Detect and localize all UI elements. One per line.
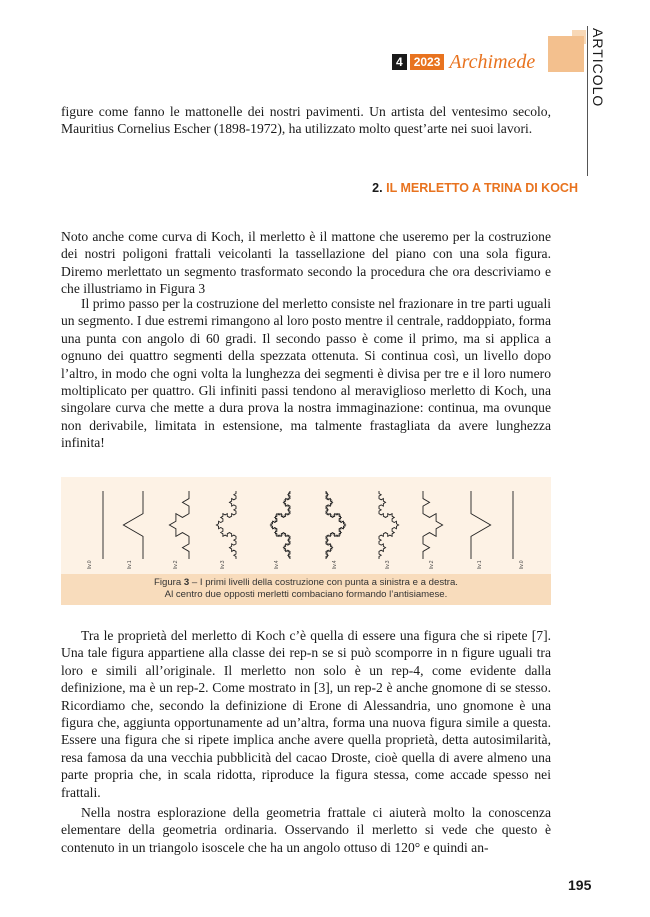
- page-number: 195: [568, 877, 592, 893]
- section-number: 2.: [372, 181, 383, 195]
- caption-line-1: [61, 577, 551, 589]
- journal-title: Archimede: [449, 50, 536, 73]
- body-paragraph: Il primo passo per la costruzione del merletto consiste nel frazionare in tre parti uguali un segmento. I due estremi rimangono al loro posto mentre il centrale, raddoppiato, forma una punta con angolo di 60 gradi. Il secondo passo è come il primo, ma si applica a ognuno dei quattro segmenti della spezzata ottenuta. Si continua così, un livello dopo l’altro, in modo che ogni volta la lunghezza dei segmenti è divisa per tre e il loro numero moltiplicato per quattro. Gli infiniti passi tendono al meraviglioso merletto di Koch, una singolare curva che mette a dura prova la nostra immaginazione: continua, ma ovunque non derivabile, limitata in estensione, ma talmente frastagliata da avere lunghezza infinita!: [61, 296, 551, 451]
- journal-header: [392, 51, 568, 73]
- level-label: liv.2: [173, 560, 179, 569]
- caption-prefix: Figura: [154, 577, 184, 588]
- intro-paragraph: figure come fanno le mattonelle dei nostri pavimenti. Un artista del ventesimo secolo, Mauritius Cornelius Escher (1898-1972), ha utilizzato molto quest’arte nei suoi lavori.: [61, 104, 551, 137]
- level-label: liv.2: [429, 560, 435, 569]
- level-label: liv.3: [385, 560, 391, 569]
- level-label: liv.0: [87, 560, 93, 569]
- caption-line-2: Al centro due opposti merletti combaciano formando l’antisiamese.: [164, 589, 448, 600]
- figure-caption: [61, 574, 551, 605]
- koch-curve-level-4: [270, 491, 290, 559]
- article-side-label: ARTICOLO: [590, 28, 606, 108]
- caption-text-1: – I primi livelli della costruzione con punta a sinistra e a destra.: [189, 577, 458, 588]
- koch-curve-level-2: [169, 491, 189, 559]
- body-paragraph: Nella nostra esplorazione della geometria frattale ci aiuterà molto la conoscenza elementare della geometria ordinaria. Osservando il merletto si vede che questo è contenuto in un triangolo isoscele che ha un angolo ottuso di 120° e quindi an-: [61, 805, 551, 855]
- koch-curve-level-1: [123, 491, 143, 559]
- body-paragraph: Tra le proprietà del merletto di Koch c’è quella di essere una figura che si ripete [7]. Una tale figura appartiene alla classe dei rep-n se si può scomporre in n figure uguali tra loro e simili all’originale. Il merletto non solo è un rep-4, come evidente dalla definizione, ma è un rep-2. Come mostrato in [3], un rep-2 è anche gnomone di se stesso. Ricordiamo che, secondo la definizione di Erone di Alessandria, uno gnomone è una figura che, aggiunta opportunamente ad un’altra, forma una nuova figura simile a questa. Essere una figura che si ripete implica anche avere quella proprietà, detta autosimilarità, resa famosa da una vecchia pubblicità del cacao Droste, cioè quella di avere almeno una parte propria che, in scala ridotta, riproduce la figura stessa, come accade spesso nei frattali.: [61, 628, 551, 800]
- level-label: liv.3: [220, 560, 226, 569]
- body-paragraph: Noto anche come curva di Koch, il merletto è il mattone che useremo per la costruzione dei nostri poligoni frattali veicolanti la tassellazione del piano con una sola figura. Diremo merlettato un segmento trasformato secondo la procedura che ora descriviamo e che illustriamo in Figura 3: [61, 229, 551, 297]
- koch-curve-level-1: [471, 491, 491, 559]
- section-heading: [300, 181, 578, 195]
- issue-year: 2023: [410, 54, 445, 70]
- level-label: liv.4: [274, 560, 280, 569]
- issue-number: 4: [392, 54, 407, 70]
- level-label: liv.0: [519, 560, 525, 569]
- caption-number: 3: [183, 577, 190, 588]
- side-rule: [587, 26, 588, 176]
- level-label: liv.1: [477, 560, 483, 569]
- level-label: liv.1: [127, 560, 133, 569]
- koch-curve-level-2: [423, 491, 443, 559]
- koch-curve-level-4: [326, 491, 346, 559]
- level-label: liv.4: [332, 560, 338, 569]
- koch-figure: [61, 477, 551, 573]
- koch-curve-level-3: [216, 491, 236, 559]
- koch-curve-level-3: [379, 491, 399, 559]
- section-title: IL MERLETTO A TRINA DI KOCH: [386, 181, 578, 195]
